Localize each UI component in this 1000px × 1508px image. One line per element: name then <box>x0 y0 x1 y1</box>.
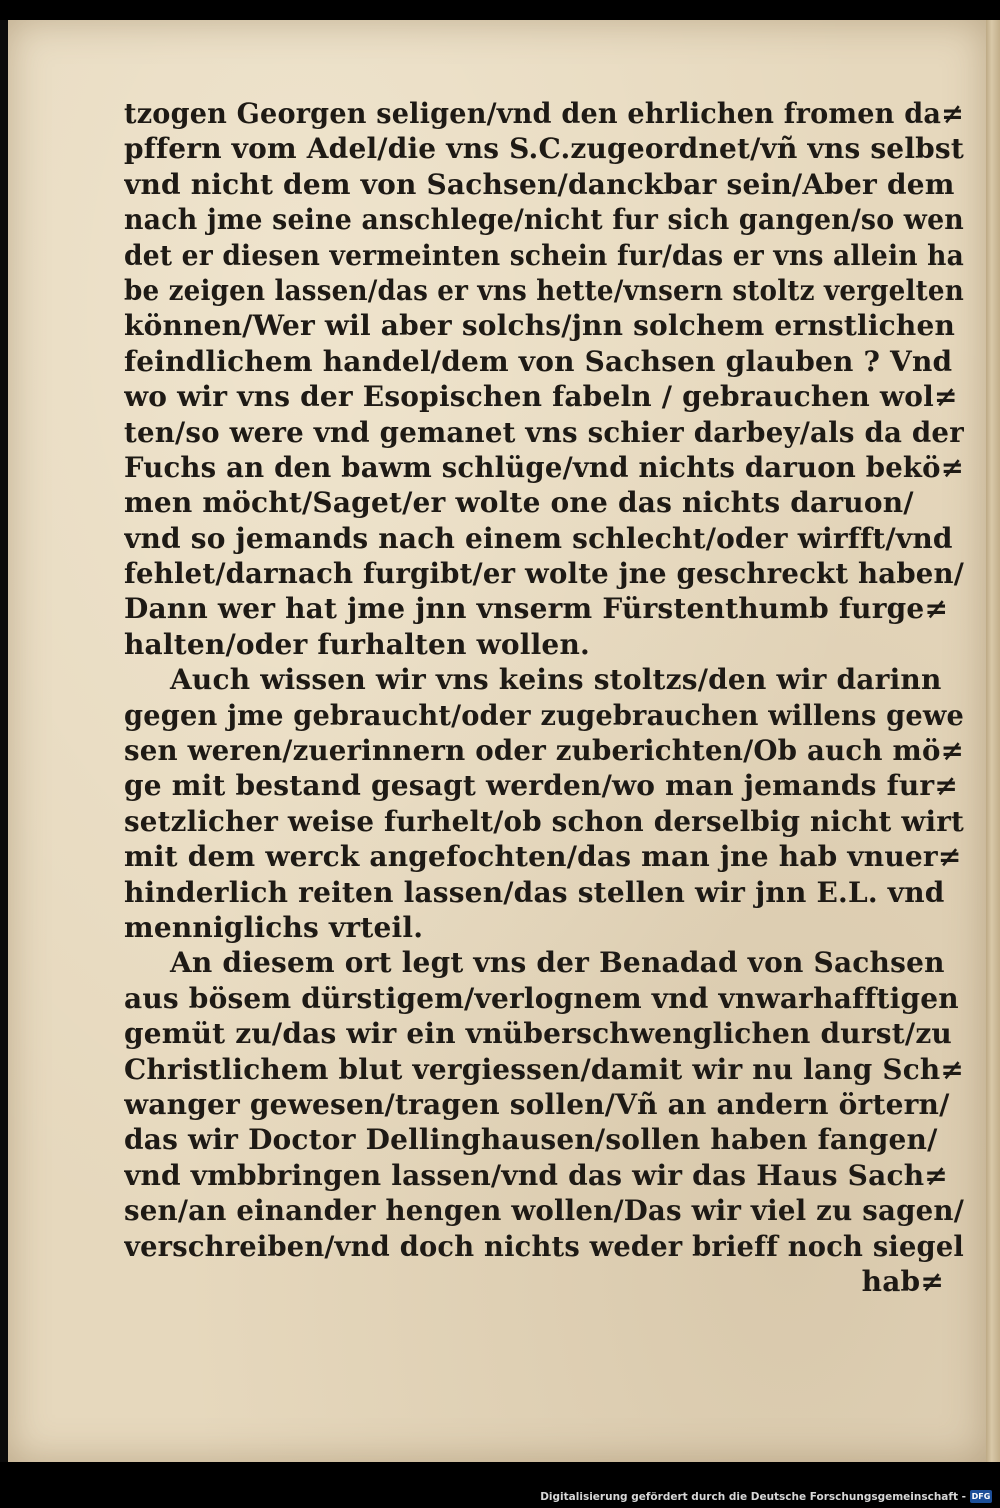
text-line: setzlicher weise furhelt/ob schon derselbig nicht wirt <box>124 804 964 838</box>
page-text-block <box>124 96 964 1299</box>
text-line: halten/oder furhalten wollen. <box>124 627 590 661</box>
text-line: vnd vmbbringen lassen/vnd das wir das Haus Sach≠ <box>124 1158 948 1192</box>
scan-top-border <box>0 0 1000 20</box>
funding-credit: Digitalisierung gefördert durch die Deutsche Forschungsgemeinschaft - <box>540 1491 966 1503</box>
text-line: sen weren/zuerinnern oder zuberichten/Ob auch mö≠ <box>124 734 964 768</box>
text-line: gegen jme gebraucht/oder zugebrauchen willens gewe <box>124 698 964 732</box>
text-line: ge mit bestand gesagt werden/wo man jemands fur≠ <box>124 769 958 803</box>
text-line: aus bösem dürstigem/verlognem vnd vnwarhafftigen <box>124 981 959 1015</box>
dfg-logo: DFG <box>971 1492 991 1501</box>
text-line: können/Wer wil aber solchs/jnn solchem ernstlichen <box>124 309 956 343</box>
page-edge <box>986 20 1000 1462</box>
text-line: Auch wissen wir vns keins stoltzs/den wir darinn <box>170 663 942 697</box>
text-line: Dann wer hat jme jnn vnserm Fürstenthumb furge≠ <box>124 592 949 626</box>
text-line: An diesem ort legt vns der Benadad von Sachsen <box>170 946 945 980</box>
text-line: det er diesen vermeinten schein fur/das er vns allein ha <box>124 238 964 272</box>
text-line: feindlichem handel/dem von Sachsen glauben ? Vnd <box>124 344 953 378</box>
text-line: sen/an einander hengen wollen/Das wir viel zu sagen/ <box>124 1194 964 1228</box>
text-line: wanger gewesen/tragen sollen/Vñ an andern örtern/ <box>124 1087 950 1121</box>
text-line: tzogen Georgen seligen/vnd den ehrlichen fromen da≠ <box>124 97 964 130</box>
text-line: hab≠ <box>861 1264 944 1298</box>
text-line: mit dem werck angefochten/das man jne hab vnuer≠ <box>124 840 962 874</box>
text-line: ten/so were vnd gemanet vns schier darbey/als da der <box>124 415 964 449</box>
text-line: das wir Doctor Dellinghausen/sollen haben fangen/ <box>124 1123 938 1157</box>
text-line: fehlet/darnach furgibt/er wolte jne geschreckt haben/ <box>124 557 964 591</box>
text-line: verschreiben/vnd doch nichts weder brieff noch siegel <box>124 1229 964 1263</box>
text-line: wo wir vns der Esopischen fabeln / gebrauchen wol≠ <box>124 380 958 414</box>
text-line: vnd nicht dem von Sachsen/danckbar sein/Aber dem <box>124 167 955 201</box>
text-line: men möcht/Saget/er wolte one das nichts daruon/ <box>124 486 914 520</box>
text-line: nach jme seine anschlege/nicht fur sich gangen/so wen <box>124 203 964 237</box>
text-line: be zeigen lassen/das er vns hette/vnsern stoltz vergelten <box>124 273 964 307</box>
text-line: Christlichem blut vergiessen/damit wir nu lang Sch≠ <box>124 1052 964 1086</box>
text-line: pffern vom Adel/die vns S.C.zugeordnet/vñ vns selbst <box>124 132 964 166</box>
text-line: vnd so jemands nach einem schlecht/oder wirfft/vnd <box>124 521 953 555</box>
text-line: Fuchs an den bawm schlüge/vnd nichts daruon bekö≠ <box>124 450 964 484</box>
text-line: hinderlich reiten lassen/das stellen wir jnn E.L. vnd <box>124 875 945 909</box>
text-line: gemüt zu/das wir ein vnüberschwenglichen durst/zu <box>124 1017 952 1051</box>
text-line: menniglichs vrteil. <box>124 910 424 944</box>
